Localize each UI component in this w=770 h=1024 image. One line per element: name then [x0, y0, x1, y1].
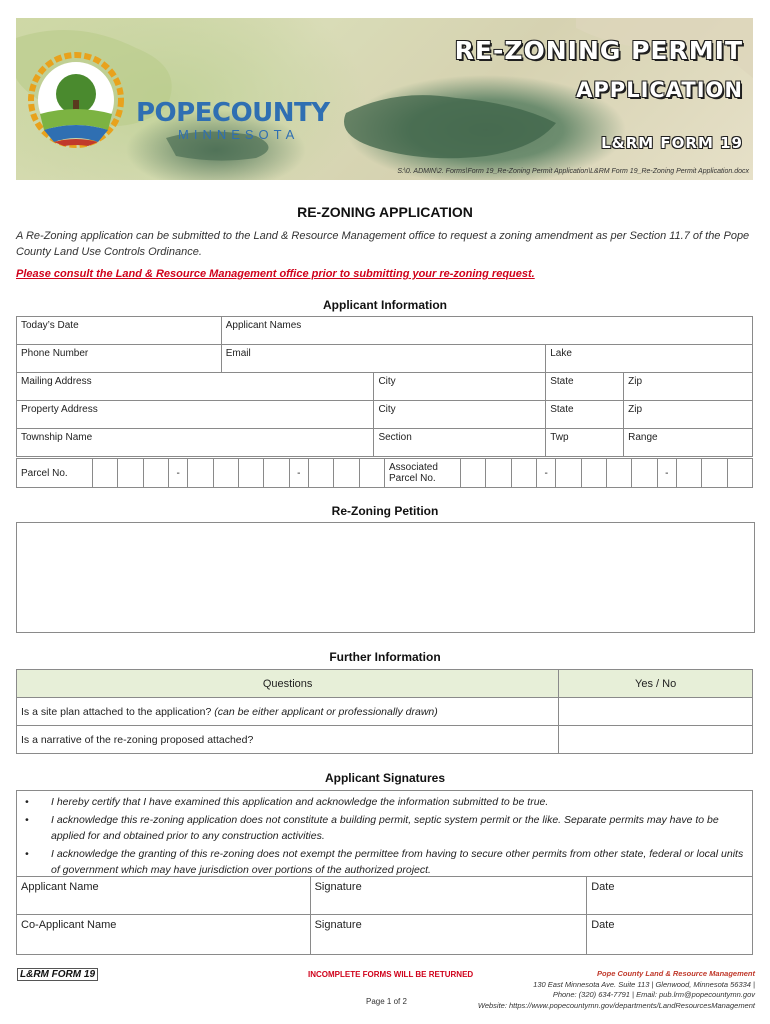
parcel-label-cell [17, 459, 93, 488]
mailing-city-field[interactable] [374, 373, 546, 401]
parcel-dash: - [169, 459, 188, 488]
signature-label: Signature [314, 919, 362, 931]
associated-parcel-dash: - [537, 459, 556, 488]
banner-form-label: L&RM FORM 19 [601, 134, 743, 152]
intro-text: A Re-Zoning application can be submitted to the Land & Resource Management office to request a zoning amendment as per Section 11.7 of the Pope County Land Use Controls Ordinance. [16, 230, 750, 258]
site-plan-answer-field[interactable] [559, 698, 753, 726]
section-label: Section [378, 432, 412, 443]
parcel-dash: - [289, 459, 308, 488]
mailing-address-label: Mailing Address [21, 376, 92, 387]
bullet: • [25, 848, 29, 860]
certification-item [25, 812, 751, 844]
yes-no-header: Yes / No [559, 670, 753, 698]
file-path: S:\0. ADMIN\2. Forms\Form 19_Re-Zoning Permit Application\L&RM Form 19_Re-Zoning Permit Application.docx [397, 168, 749, 175]
footer-org-name: Pope County Land & Resource Management [597, 969, 755, 978]
narrative-answer-field[interactable] [559, 726, 753, 754]
question-narrative: Is a narrative of the re-zoning proposed attached? [21, 733, 254, 746]
logo-word-pope: POPE [136, 98, 212, 128]
parcel-digit-box[interactable] [93, 459, 118, 488]
question-site-plan-note: (can be either applicant or professionally drawn) [214, 705, 438, 718]
todays-date-label: Today’s Date [21, 320, 79, 331]
applicant-name-label: Applicant Name [21, 881, 99, 893]
header-banner [16, 18, 753, 180]
parcel-digit-box[interactable] [239, 459, 264, 488]
pope-county-logo-icon [28, 52, 124, 148]
parcel-digit-box[interactable] [264, 459, 289, 488]
co-applicant-name-label: Co-Applicant Name [21, 919, 117, 931]
associated-parcel-digit-box[interactable] [606, 459, 631, 488]
banner-title-line2: APPLICATION [576, 78, 743, 102]
footer-page-number: Page 1 of 2 [366, 997, 407, 1006]
township-label: Township Name [21, 432, 93, 443]
parcel-digit-box[interactable] [213, 459, 238, 488]
email-label: Email [225, 348, 251, 359]
co-applicant-signature-field[interactable] [310, 915, 587, 955]
township-field[interactable] [17, 429, 374, 457]
logo-state: MINNESOTA [178, 127, 300, 142]
email-field[interactable] [221, 345, 546, 373]
footer-form-label: L&RM FORM 19 [17, 968, 98, 981]
associated-parcel-dash: - [657, 459, 676, 488]
questions-header: Questions [17, 670, 559, 698]
footer-warning: INCOMPLETE FORMS WILL BE RETURNED [308, 970, 474, 979]
footer-address: 130 East Minnesota Ave. Suite 113 | Glenwood, Minnesota 56334 | [533, 979, 755, 989]
applicant-date-field[interactable] [587, 877, 753, 915]
logo-wordmark [136, 98, 330, 128]
parcel-table [16, 458, 753, 488]
range-label: Range [628, 432, 658, 443]
parcel-digit-box[interactable] [188, 459, 213, 488]
state-label: State [550, 404, 574, 415]
parcel-label: Parcel No. [21, 467, 68, 479]
question-row-narrative [17, 726, 559, 754]
parcel-digit-box[interactable] [118, 459, 143, 488]
question-row-site-plan [17, 698, 559, 726]
parcel-digit-box[interactable] [143, 459, 168, 488]
property-address-field[interactable] [17, 401, 374, 429]
range-field[interactable] [624, 429, 753, 457]
property-zip-field[interactable] [624, 401, 753, 429]
certification-text-3: I acknowledge the granting of this re-zoning does not exempt the permittee from having to secure other permits from other state, federal or local units of government which may have jurisdiction over portions of the authorized project. [51, 848, 744, 876]
associated-parcel-digit-box[interactable] [486, 459, 511, 488]
certification-box [16, 790, 753, 877]
associated-parcel-digit-box[interactable] [511, 459, 536, 488]
certification-item [25, 846, 751, 878]
phone-label: Phone Number [21, 348, 89, 359]
parcel-digit-box[interactable] [334, 459, 359, 488]
lake-field[interactable] [546, 345, 753, 373]
date-label: Date [591, 881, 615, 893]
twp-field[interactable] [546, 429, 624, 457]
associated-parcel-digit-box[interactable] [556, 459, 581, 488]
associated-parcel-digit-box[interactable] [676, 459, 701, 488]
certification-text-2: I acknowledge this re-zoning application does not constitute a building permit, septic system permit or the like. Separate permits may have to be applied for and obtained prior to any construction activities. [51, 814, 719, 842]
footer-website[interactable]: Website: https://www.popecountymn.gov/departments/LandResourcesManagement [477, 1000, 755, 1010]
property-city-field[interactable] [374, 401, 546, 429]
footer-phone-email: Phone: (320) 634-7791 | Email: pub.lrm@popecountymn.gov [552, 990, 755, 999]
lake-label: Lake [550, 348, 572, 359]
associated-parcel-digit-box[interactable] [581, 459, 606, 488]
co-applicant-date-field[interactable] [587, 915, 753, 955]
associated-parcel-digit-box[interactable] [727, 459, 752, 488]
section-field[interactable] [374, 429, 546, 457]
applicant-info-heading: Applicant Information [323, 298, 447, 312]
applicant-info-table [16, 316, 753, 457]
twp-label: Twp [550, 432, 569, 443]
associated-parcel-digit-box[interactable] [702, 459, 727, 488]
associated-parcel-digit-box[interactable] [461, 459, 486, 488]
further-info-table [16, 669, 753, 754]
applicant-names-field[interactable] [221, 317, 752, 345]
bullet: • [25, 796, 29, 808]
todays-date-field[interactable] [17, 317, 222, 345]
consult-notice: Please consult the Land & Resource Management office prior to submitting your re-zoning request. [16, 268, 535, 280]
date-label: Date [591, 919, 615, 931]
signature-table [16, 876, 753, 955]
mailing-zip-field[interactable] [624, 373, 753, 401]
property-state-field[interactable] [546, 401, 624, 429]
parcel-digit-box[interactable] [359, 459, 384, 488]
applicant-names-label: Applicant Names [225, 320, 302, 331]
applicant-signature-field[interactable] [310, 877, 587, 915]
certification-item [25, 794, 751, 810]
associated-parcel-label: Associated Parcel No. [388, 462, 438, 484]
phone-field[interactable] [17, 345, 222, 373]
mailing-state-field[interactable] [546, 373, 624, 401]
mailing-address-field[interactable] [17, 373, 374, 401]
applicant-name-field[interactable] [17, 877, 311, 915]
associated-parcel-digit-box[interactable] [632, 459, 657, 488]
state-label: State [550, 376, 574, 387]
footer-contact [478, 969, 755, 1011]
banner-title-line1: RE-ZONING PERMIT [454, 36, 743, 65]
further-info-heading: Further Information [329, 650, 441, 664]
certification-text-1: I hereby certify that I have examined this application and acknowledge the information submitted to be true. [51, 796, 549, 808]
zip-label: Zip [628, 404, 643, 415]
property-address-label: Property Address [21, 404, 98, 415]
petition-textarea[interactable] [16, 522, 755, 633]
signatures-heading: Applicant Signatures [324, 771, 446, 785]
question-site-plan: Is a site plan attached to the application? [21, 705, 212, 718]
bullet: • [25, 814, 29, 826]
parcel-digit-box[interactable] [308, 459, 333, 488]
associated-parcel-label-cell [384, 459, 460, 488]
logo-word-county: COUNTY [211, 98, 330, 128]
page-title: RE-ZONING APPLICATION [297, 204, 473, 220]
petition-heading: Re-Zoning Petition [331, 504, 439, 518]
zip-label: Zip [628, 376, 643, 387]
co-applicant-name-field[interactable] [17, 915, 311, 955]
city-label: City [378, 404, 396, 415]
city-label: City [378, 376, 396, 387]
signature-label: Signature [314, 881, 362, 893]
